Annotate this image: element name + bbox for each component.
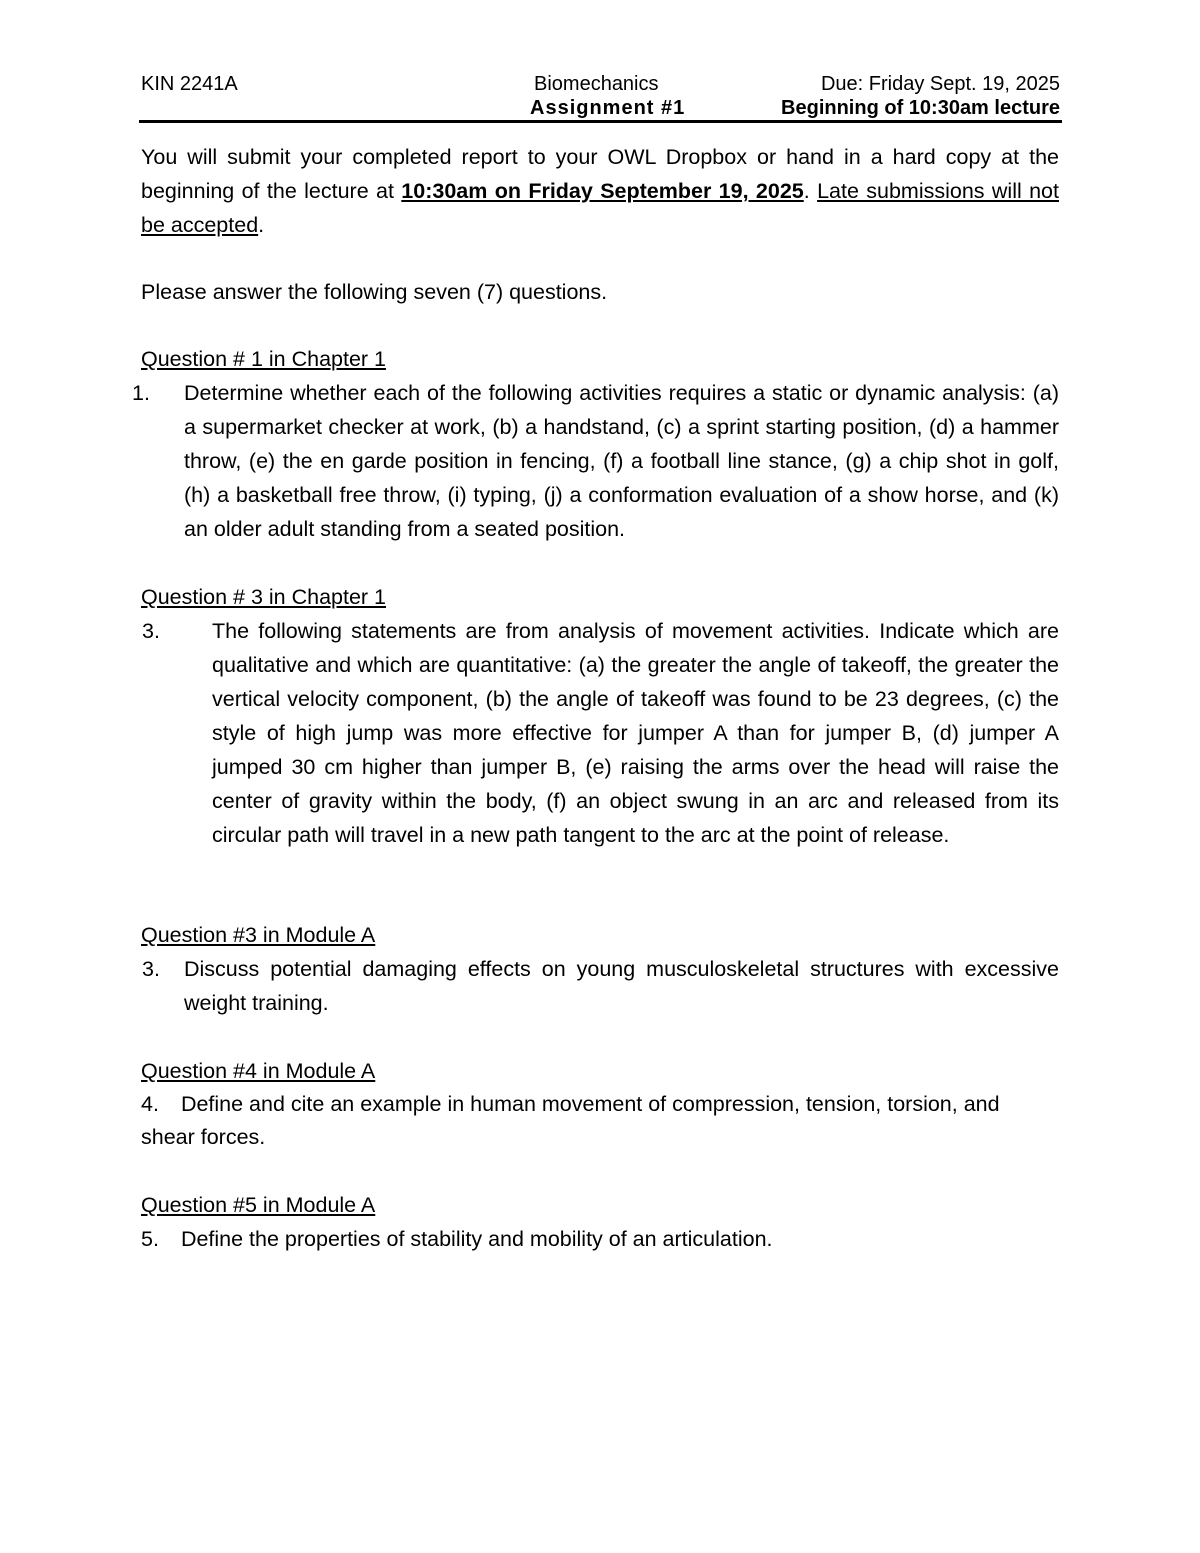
due-time: Beginning of 10:30am lecture [781, 97, 1060, 119]
question-number-5: 5. [141, 1227, 159, 1251]
course-code: KIN 2241A [141, 73, 238, 95]
header-divider [139, 120, 1062, 123]
question-text-2: The following statements are from analysis of movement activities. Indicate which are qualitative and which are quantitative: (a) the greater the angle of takeoff, the greater the vertical velocity component, (b) the angle of takeoff was found to be 23 degrees, (c) the style of high jump was more effective for jumper A than for jumper B, (d) jumper A jumped 30 cm higher than jumper B, (e) raising the arms over the head will raise the center of gravity within the body, (f) an object swung in an arc and released from its circular path will travel in a new path tangent to the arc at the point of release. [212, 619, 1059, 847]
assignment-title: Assignment #1 [530, 97, 686, 119]
question-item-2 [132, 614, 1059, 852]
instruction-text: Please answer the following seven (7) questions. [141, 280, 608, 304]
question-heading-1: Question # 1 in Chapter 1 [141, 347, 387, 371]
question-text-3: Discuss potential damaging effects on young musculoskeletal structures with excessive weight training. [184, 957, 1059, 1015]
intro-text-1: You will submit your completed report to your OWL Dropbox or hand in a hard copy at the beginning of the lecture at [141, 145, 1059, 203]
question-item-5 [141, 1222, 1059, 1256]
question-heading-3: Question #3 in Module A [141, 923, 376, 947]
question-heading-5: Question #5 in Module A [141, 1193, 376, 1217]
deadline-text: 10:30am on Friday September 19, 2025 [401, 179, 804, 203]
question-number-3: 3. [142, 957, 160, 981]
question-text-1: Determine whether each of the following activities requires a static or dynamic analysis: (a) a supermarket checker at work, (b) a handstand, (c) a sprint starting position, (d) a hammer throw, (e) the en garde position in fencing, (f) a football line stance, (g) a chip shot in golf, (h) a basketball free throw, (i) typing, (j) a conformation evaluation of a show horse, and (k) an older adult standing from a seated position. [184, 381, 1059, 541]
question-item-3 [132, 952, 1059, 1020]
question-heading-4: Question #4 in Module A [141, 1059, 376, 1083]
intro-text-2: . [803, 179, 818, 203]
intro-text-3: . [258, 213, 265, 237]
question-text-5: Define the properties of stability and mobility of an articulation. [180, 1227, 773, 1251]
due-date: Due: Friday Sept. 19, 2025 [820, 73, 1060, 95]
question-text-4: Define and cite an example in human movement of compression, tension, torsion, and shear forces. [141, 1092, 1000, 1149]
question-number-1: 1. [132, 381, 150, 405]
question-number-2: 3. [142, 619, 160, 643]
intro-paragraph [141, 140, 1059, 242]
course-name: Biomechanics [534, 73, 659, 95]
question-number-4: 4. [141, 1092, 159, 1116]
question-item-4 [141, 1088, 1059, 1154]
late-notice: Late submissions will not be accepted [141, 179, 1059, 237]
question-heading-2: Question # 3 in Chapter 1 [141, 585, 387, 609]
question-item-1 [132, 376, 1059, 546]
